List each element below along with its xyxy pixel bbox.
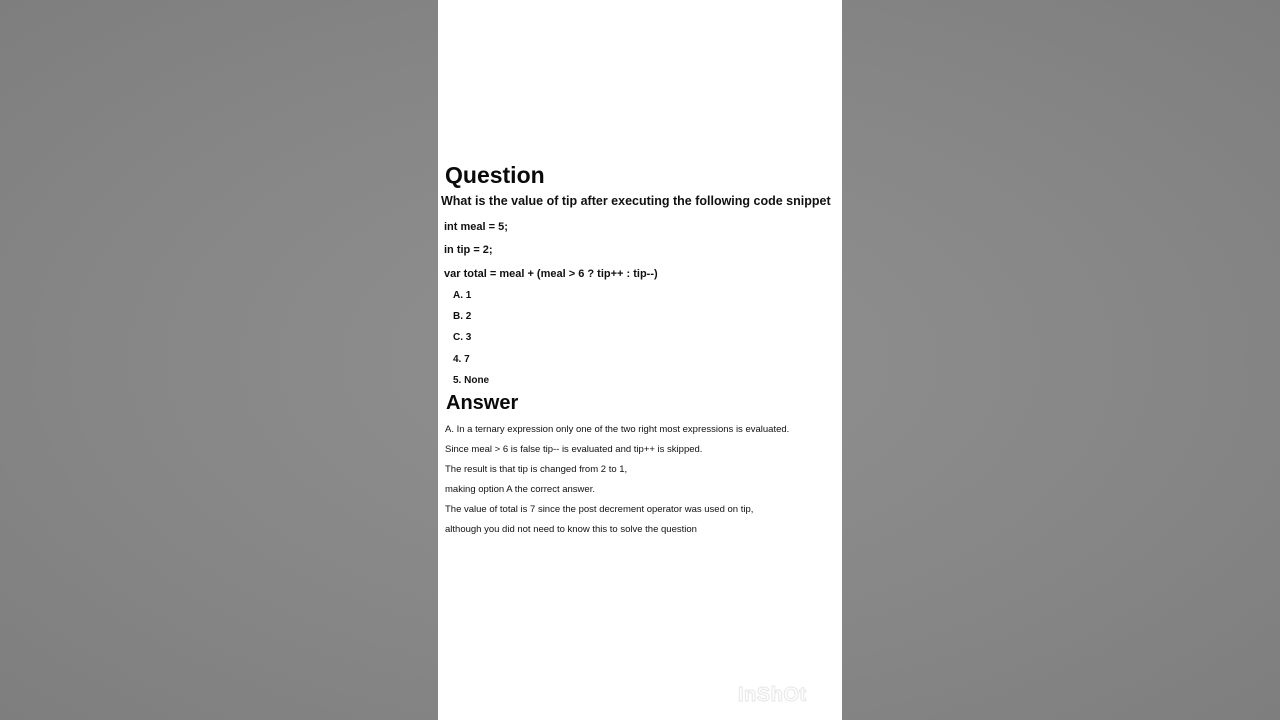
answer-line-1: A. In a ternary expression only one of the two right most expressions is evaluated. <box>445 424 790 435</box>
code-line-2: in tip = 2; <box>444 244 493 256</box>
answer-heading: Answer <box>446 392 519 414</box>
content-card <box>438 0 842 720</box>
answer-line-5: The value of total is 7 since the post decrement operator was used on tip, <box>445 504 754 515</box>
answer-line-4: making option A the correct answer. <box>445 484 595 495</box>
option-c: C. 3 <box>453 332 472 343</box>
answer-line-2: Since meal > 6 is false tip-- is evaluated and tip++ is skipped. <box>445 444 703 455</box>
answer-line-6: although you did not need to know this to solve the question <box>445 524 697 535</box>
option-a: A. 1 <box>453 290 472 301</box>
answer-line-3: The result is that tip is changed from 2 to 1, <box>445 464 628 475</box>
option-4: 4. 7 <box>453 354 470 365</box>
code-line-1: int meal = 5; <box>444 221 508 233</box>
code-line-3: var total = meal + (meal > 6 ? tip++ : tip--) <box>444 268 658 280</box>
question-text: What is the value of tip after executing the following code snippet <box>441 194 831 208</box>
option-5: 5. None <box>453 375 490 386</box>
inshot-watermark: InShOt <box>738 684 807 706</box>
question-heading: Question <box>445 162 545 188</box>
option-b: B. 2 <box>453 311 472 322</box>
